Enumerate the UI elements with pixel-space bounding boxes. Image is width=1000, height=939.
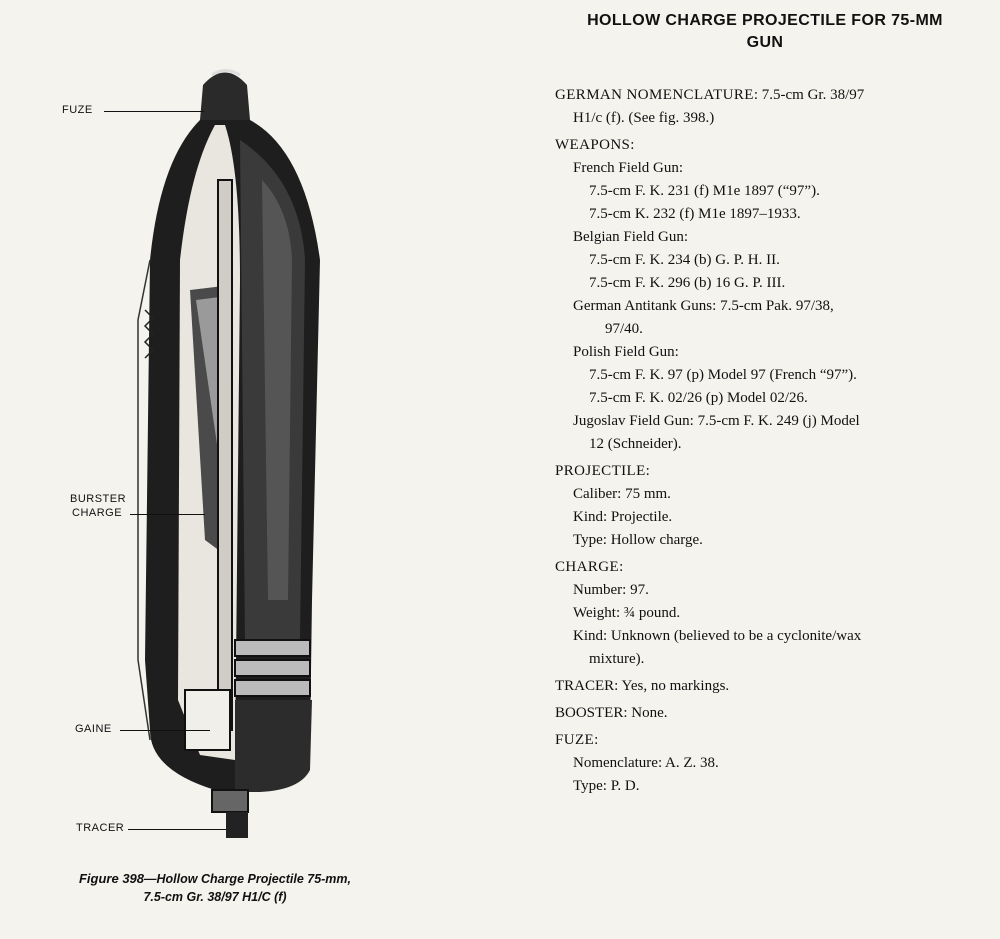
fuze-heading: FUZE:: [555, 732, 599, 748]
projectile-type: Type: Hollow charge.: [573, 532, 703, 548]
weapons-list-item: Jugoslav Field Gun: 7.5-cm F. K. 249 (j) Model: [573, 413, 860, 429]
nomenclature-section: [555, 84, 995, 130]
nomenclature-value: : 7.5-cm Gr. 38/97: [753, 87, 865, 103]
tracer-section: [555, 675, 995, 698]
callout-fuze: FUZE: [62, 104, 93, 116]
weapons-list: [555, 157, 995, 456]
leader-burster: [130, 514, 205, 515]
weapons-list-item: 7.5-cm F. K. 97 (p) Model 97 (French “97”).: [589, 367, 857, 383]
charge-list-item: Kind: Unknown (believed to be a cyclonite/wax: [573, 628, 862, 644]
nomenclature-key: GERMAN NOMENCLATURE: [555, 87, 754, 103]
fuze-section: [555, 729, 995, 798]
weapons-list-item: 12 (Schneider).: [589, 436, 682, 452]
weapons-list-item: 7.5-cm F. K. 296 (b) 16 G. P. III.: [589, 275, 786, 291]
leader-tracer: [128, 829, 226, 830]
tracer-line: TRACER: Yes, no markings.: [555, 678, 730, 694]
weapons-list-item: French Field Gun:: [573, 160, 683, 176]
figure-caption: [15, 870, 415, 906]
projectile-section: [555, 460, 995, 552]
charge-list-item: mixture).: [589, 651, 645, 667]
spec-text-column: [555, 10, 995, 798]
charge-list: [555, 579, 995, 671]
projectile-heading: PROJECTILE:: [555, 463, 651, 479]
leader-fuze: [104, 111, 204, 112]
page-title-line-1: HOLLOW CHARGE PROJECTILE FOR 75-MM: [587, 12, 943, 29]
leader-gaine: [120, 730, 210, 731]
weapons-list-item: German Antitank Guns: 7.5-cm Pak. 97/38,: [573, 298, 834, 314]
weapons-section: [555, 134, 995, 456]
booster-line: BOOSTER: None.: [555, 705, 668, 721]
nomenclature-line-2: H1/c (f). (See fig. 398.): [573, 110, 715, 126]
projectile-kind: Kind: Projectile.: [573, 509, 673, 525]
weapons-list-item: Belgian Field Gun:: [573, 229, 688, 245]
nomenclature-line-1: [555, 84, 995, 107]
page-title: [555, 10, 975, 54]
weapons-list-item: 7.5-cm F. K. 231 (f) M1e 1897 (“97”).: [589, 183, 820, 199]
weapons-list-item: 7.5-cm F. K. 02/26 (p) Model 02/26.: [589, 390, 808, 406]
callout-tracer: TRACER: [76, 822, 125, 834]
callout-burster-line2: CHARGE: [72, 507, 123, 519]
figure-number: Figure 398: [78, 871, 145, 886]
weapons-list-item: 7.5-cm F. K. 234 (b) G. P. H. II.: [589, 252, 780, 268]
caption-title: —Hollow Charge Projectile 75-mm,: [144, 872, 352, 886]
weapons-list-item: 97/40.: [605, 321, 643, 337]
charge-section: [555, 556, 995, 671]
charge-heading: CHARGE:: [555, 559, 624, 575]
weapons-list-item: 7.5-cm K. 232 (f) M1e 1897–1933.: [589, 206, 801, 222]
fuze-nomenclature: Nomenclature: A. Z. 38.: [573, 755, 719, 771]
booster-section: [555, 702, 995, 725]
weapons-list-item: Polish Field Gun:: [573, 344, 679, 360]
callout-gaine: GAINE: [75, 723, 112, 735]
caption-line-2: 7.5-cm Gr. 38/97 H1/C (f): [143, 890, 287, 904]
charge-list-item: Weight: ¾ pound.: [573, 605, 681, 621]
caption-line-1: [15, 870, 415, 888]
fuze-type: Type: P. D.: [573, 778, 640, 794]
projectile-caliber: Caliber: 75 mm.: [573, 486, 671, 502]
weapons-heading: WEAPONS:: [555, 137, 635, 153]
callout-burster-line1: BURSTER: [70, 493, 127, 505]
charge-list-item: Number: 97.: [573, 582, 649, 598]
page-title-line-2: GUN: [746, 34, 784, 51]
